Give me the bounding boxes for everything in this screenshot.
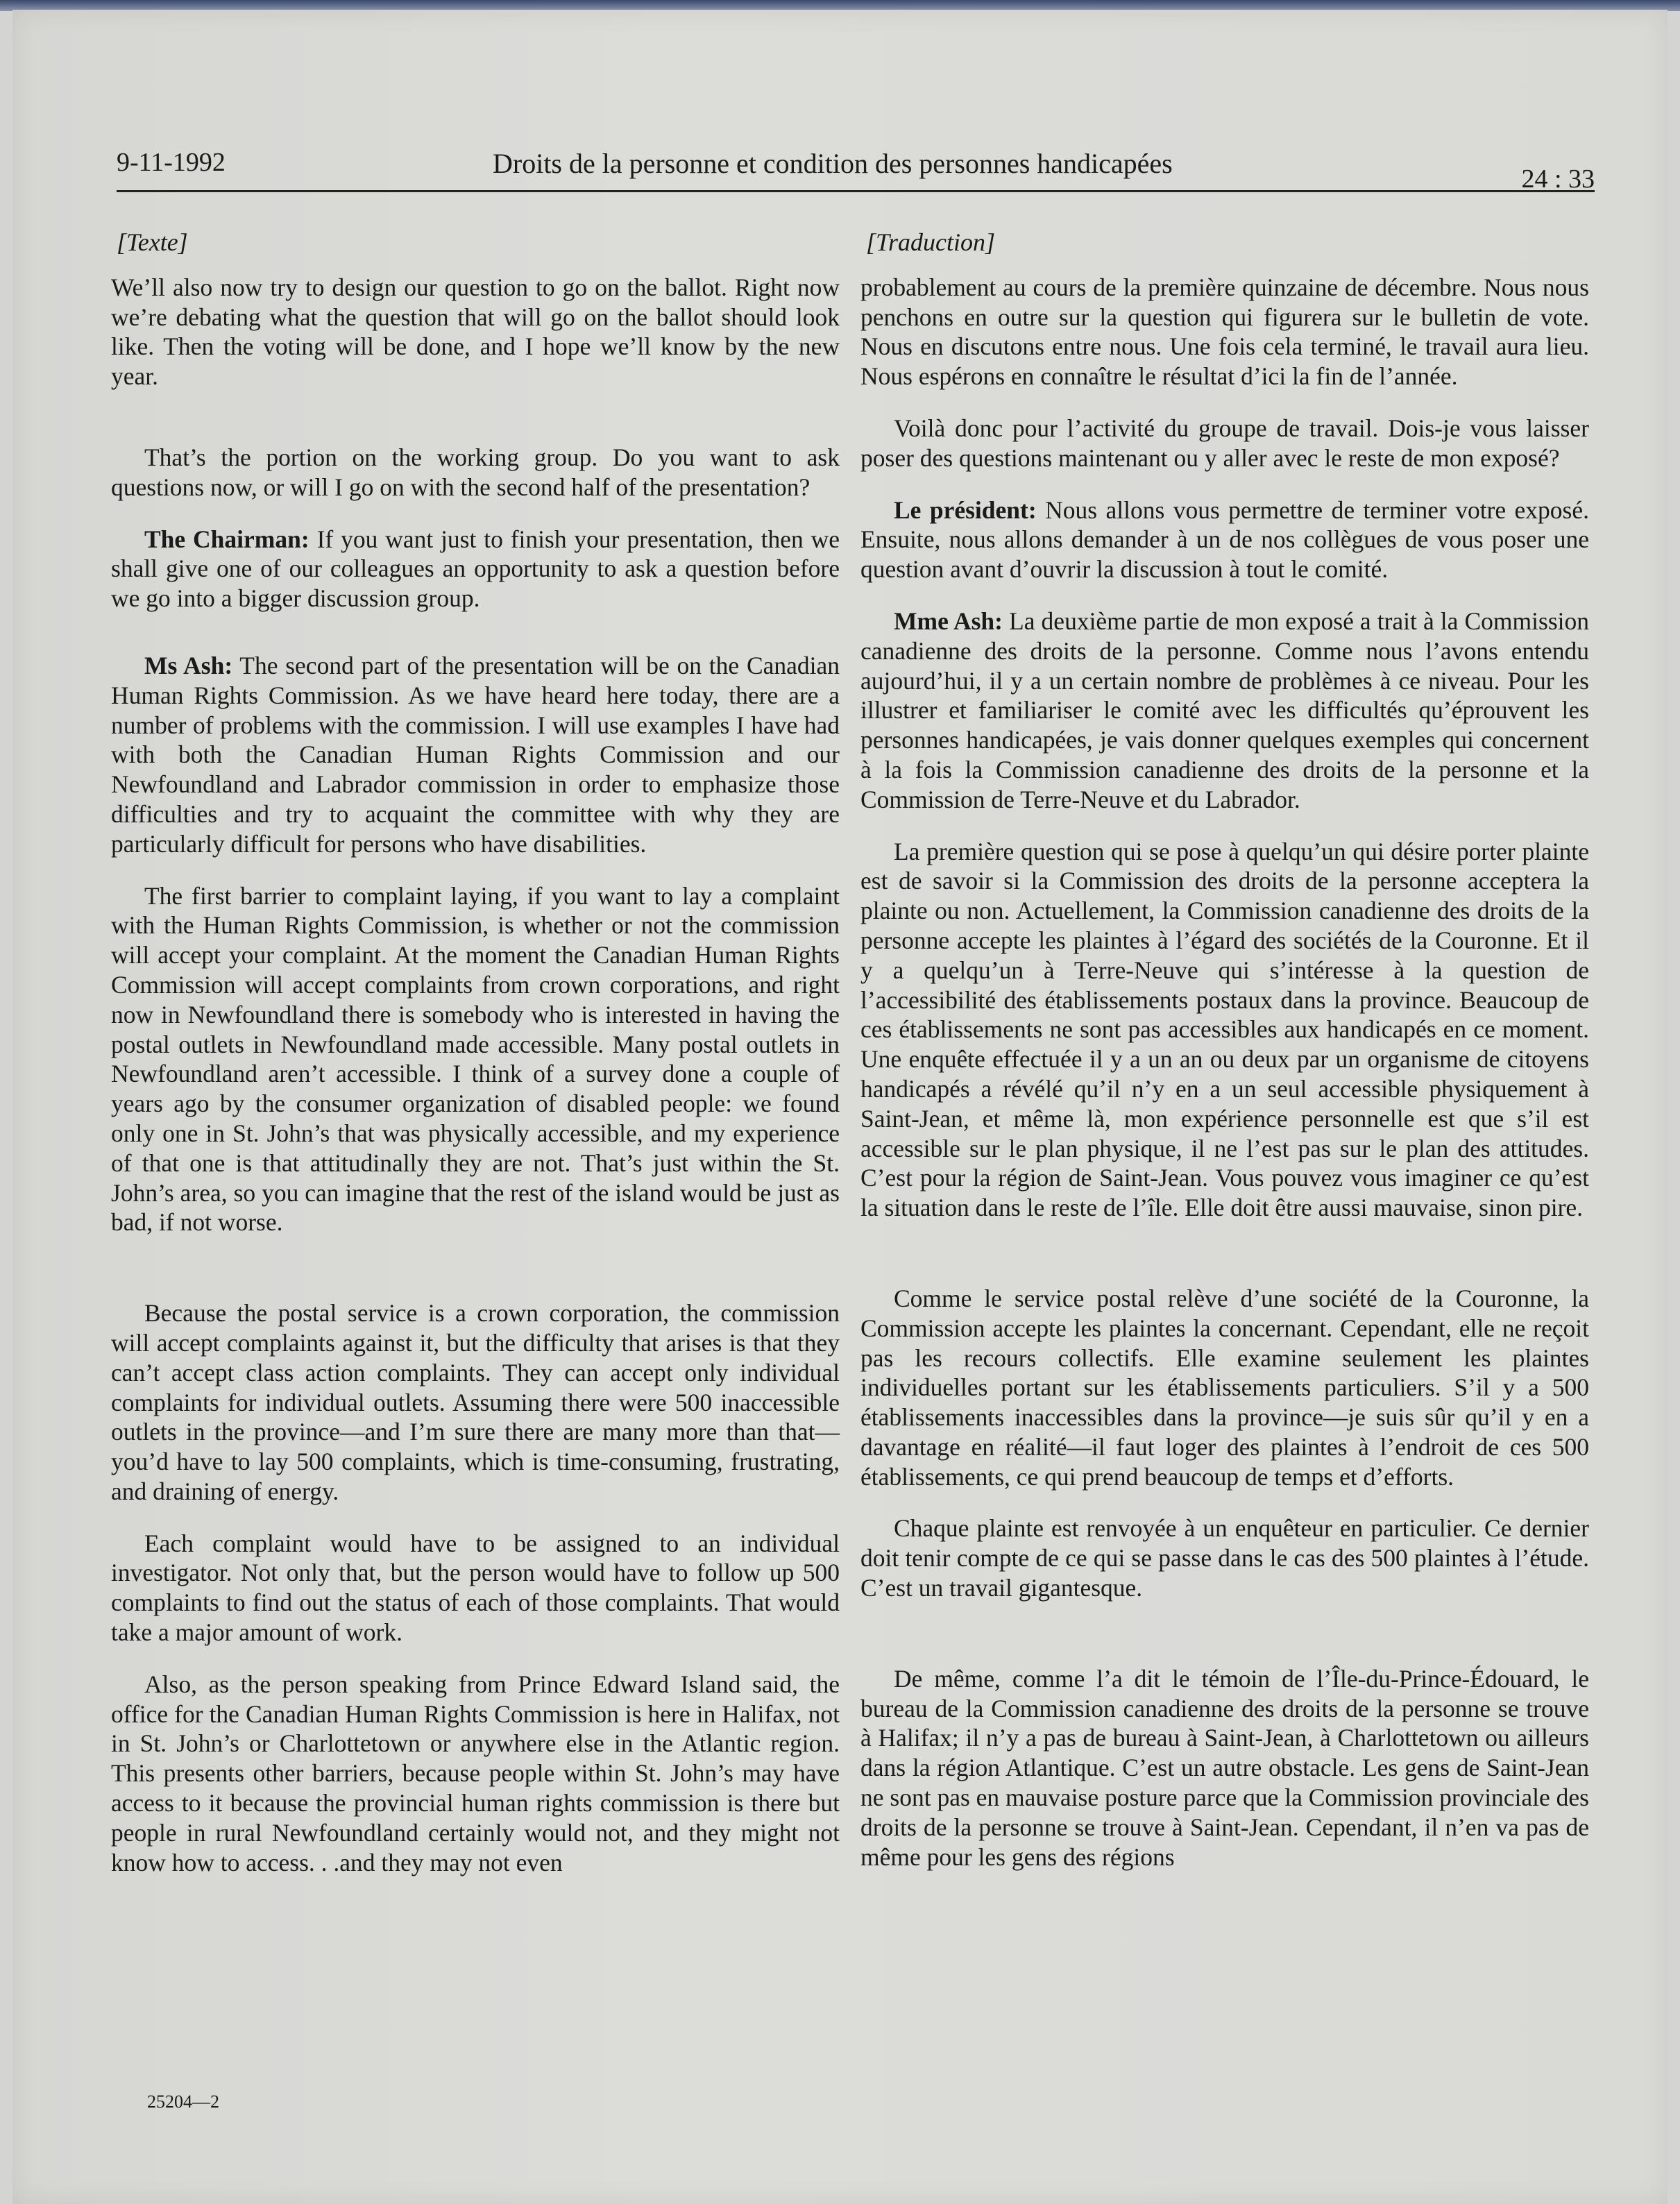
paragraph bbox=[111, 1298, 840, 1507]
paragraph bbox=[860, 414, 1589, 473]
right-column-french bbox=[860, 228, 1589, 1894]
left-column-english bbox=[111, 228, 840, 1899]
paragraph-text: probablement au cours de la première quinzaine de décembre. Nous nous penchons en outre sur la question qui figurera sur le bulletin de vote. Nous en discutons entre nous. Une fois cela terminé, le travail aura lieu. Nous espérons en connaître le résultat d’ici la fin de l’année. bbox=[860, 273, 1589, 391]
paragraph bbox=[111, 273, 840, 391]
column-label-text: Texte bbox=[126, 228, 178, 256]
paragraph bbox=[860, 1514, 1589, 1602]
paragraph-text: We’ll also now try to design our question to go on the ballot. Right now we’re debating what the question that will go on the ballot should look like. Then the voting will be done, and I hope we’ll know by the new year. bbox=[111, 273, 840, 391]
paragraph bbox=[860, 837, 1589, 1223]
column-label-text: Traduction bbox=[876, 228, 986, 256]
paragraph bbox=[111, 881, 840, 1238]
paragraph-text: Each complaint would have to be assigned to an individual investigator. Not only that, but the person would have to follow up 500 complaints to find out the status of each of those complaints. That would take a major amount of work. bbox=[111, 1529, 840, 1647]
paragraph-text: Also, as the person speaking from Prince Edward Island said, the office for the Canadian Human Rights Commission is here in Halifax, not in St. John’s or Charlottetown or anywhere else in the Atlantic region. This presents other barriers, because people within St. John’s may have access to it because the provincial human rights commission is there but people in rural Newfoundland certainly would not, and they might not know how to access. . .and they may not even bbox=[111, 1670, 840, 1876]
column-label-traduction: [Traduction] bbox=[866, 228, 996, 256]
paragraph bbox=[111, 525, 840, 613]
print-code: 25204—2 bbox=[147, 2092, 219, 2112]
paragraph-text: The second part of the presentation will be on the Canadian Human Rights Commission. As we have heard here today, there are a number of problems with the commission. I will use examples I have had with both the Canadian Human Rights Commission and our Newfoundland and Labrador commission in order to emphasize those difficulties and try to acquaint the committee with why they are particularly difficult for persons who have disabilities. bbox=[111, 651, 840, 858]
paragraph-text: La deuxième partie de mon exposé a trait à la Commission canadienne des droits de la personne. Comme nous l’avons entendu aujourd’hui, il y a un certain nombre de problèmes à ce niveau. Pour les illustrer et familiariser le comité avec les difficultés qu’éprouvent les personnes handicapées, je vais donner quelques exemples qui concernent à la fois la Commission canadienne des droits de la personne et la Commission de Terre-Neuve et du Labrador. bbox=[860, 607, 1589, 813]
paragraph-text: Comme le service postal relève d’une société de la Couronne, la Commission accepte les plaintes la concernant. Cependant, elle ne reçoit pas les recours collectifs. Elle examine seulement les plaintes individuelles portant sur les établissements particuliers. S’il y a 500 établissements inaccessibles dans la province—je suis sûr qu’il y en a davantage en réalité—il faut loger des plaintes à l’endroit de ces 500 établissements, ce qui prend beaucoup de temps et d’efforts. bbox=[860, 1284, 1589, 1491]
header-page-number: 24 : 33 bbox=[1521, 164, 1595, 194]
paragraph bbox=[111, 443, 840, 502]
paragraph-text: The first barrier to complaint laying, if you want to lay a complaint with the Human Rights Commission, is whether or not the commission will accept your complaint. At the moment the Canadian Human Rights Commission will accept complaints from crown corporations, and right now in Newfoundland there is somebody who is interested in having the postal outlets in Newfoundland made accessible. Many postal outlets in Newfoundland aren’t accessible. I think of a survey done a couple of years ago by the consumer organization of disabled people: we found only one in St. John’s that was physically accessible, and my experience of that one is that attitudinally they are not. That’s just within the St. John’s area, so you can imagine that the rest of the island would be just as bad, if not worse. bbox=[111, 881, 840, 1237]
paragraph bbox=[860, 1664, 1589, 1872]
page-header bbox=[117, 144, 1595, 192]
header-title: Droits de la personne et condition des personnes handicapées bbox=[493, 148, 1173, 179]
paragraph-text: La première question qui se pose à quelqu’un qui désire porter plainte est de savoir si la Commission des droits de la personne acceptera la plainte ou non. Actuellement, la Commission canadienne des droits de la personne accepte les plaintes à l’égard des sociétés de la Couronne. Et il y a quelqu’un à Terre-Neuve qui s’intéresse à la question de l’accessibilité des établissements postaux dans la province. Beaucoup de ces établissements ne sont pas accessibles aux handicapés en ce moment. Une enquête effectuée il y a un an ou deux par un organisme de citoyens handicapés a révélé qu’il n’y en a un seul accessible physiquement à Saint-Jean, et même là, mon expérience personnelle est que s’il est accessible sur le plan physique, il ne l’est pas sur le plan des attitudes. C’est pour la région de Saint-Jean. Vous pouvez vous imaginer ce qu’est la situation dans le reste de l’île. Elle doit être aussi mauvaise, sinon pire. bbox=[860, 837, 1589, 1222]
paragraph bbox=[860, 1284, 1589, 1492]
speaker-name: The Chairman: bbox=[144, 525, 309, 553]
paragraph-text: If you want just to finish your presentation, then we shall give one of our colleagues an opportunity to ask a question before we go into a bigger discussion group. bbox=[111, 525, 840, 613]
paragraph-text: Because the postal service is a crown corporation, the commission will accept complaints against it, but the difficulty that arises is that they can’t accept class action complaints. They can accept only individual complaints for individual outlets. Assuming there were 500 inaccessible outlets in the province—and I’m sure there are many more than that—you’d have to lay 500 complaints, which is time-consuming, frustrating, and draining of energy. bbox=[111, 1299, 840, 1505]
paragraph-text: Nous allons vous permettre de terminer votre exposé. Ensuite, nous allons demander à un de nos collègues de vous poser une question avant d’ouvrir la discussion à tout le comité. bbox=[860, 495, 1590, 584]
paragraph bbox=[860, 607, 1589, 815]
paragraph bbox=[111, 1670, 840, 1878]
paragraph-text: Chaque plainte est renvoyée à un enquêteur en particulier. Ce dernier doit tenir compte de ce qui se passe dans le cas des 500 plaintes à l’étude. C’est un travail gigantesque. bbox=[860, 1514, 1589, 1602]
paragraph bbox=[860, 495, 1589, 584]
paragraph bbox=[111, 651, 840, 859]
column-label-texte: [Texte] bbox=[117, 228, 188, 256]
speaker-name: Le président: bbox=[894, 495, 1037, 524]
paragraph bbox=[111, 1529, 840, 1647]
paragraph-text: Voilà donc pour l’activité du groupe de travail. Dois-je vous laisser poser des questions maintenant ou y aller avec le reste de mon exposé? bbox=[860, 414, 1589, 472]
speaker-name: Ms Ash: bbox=[144, 651, 233, 679]
speaker-name: Mme Ash: bbox=[894, 607, 1003, 635]
header-date: 9-11-1992 bbox=[117, 148, 226, 177]
paragraph-text: De même, comme l’a dit le témoin de l’Île-du-Prince-Édouard, le bureau de la Commission canadienne des droits de la personne se trouve à Halifax; il n’y a pas de bureau à Saint-Jean, à Charlottetown ou ailleurs dans la région Atlantique. C’est un autre obstacle. Les gens de Saint-Jean ne sont pas en mauvaise posture parce que la Commission provinciale des droits de la personne se trouve à Saint-Jean. Cependant, il n’en va pas de même pour les gens des régions bbox=[860, 1664, 1589, 1871]
paragraph bbox=[860, 273, 1589, 391]
paragraph-text: That’s the portion on the working group. Do you want to ask questions now, or will I go on with the second half of the presentation? bbox=[111, 443, 840, 501]
